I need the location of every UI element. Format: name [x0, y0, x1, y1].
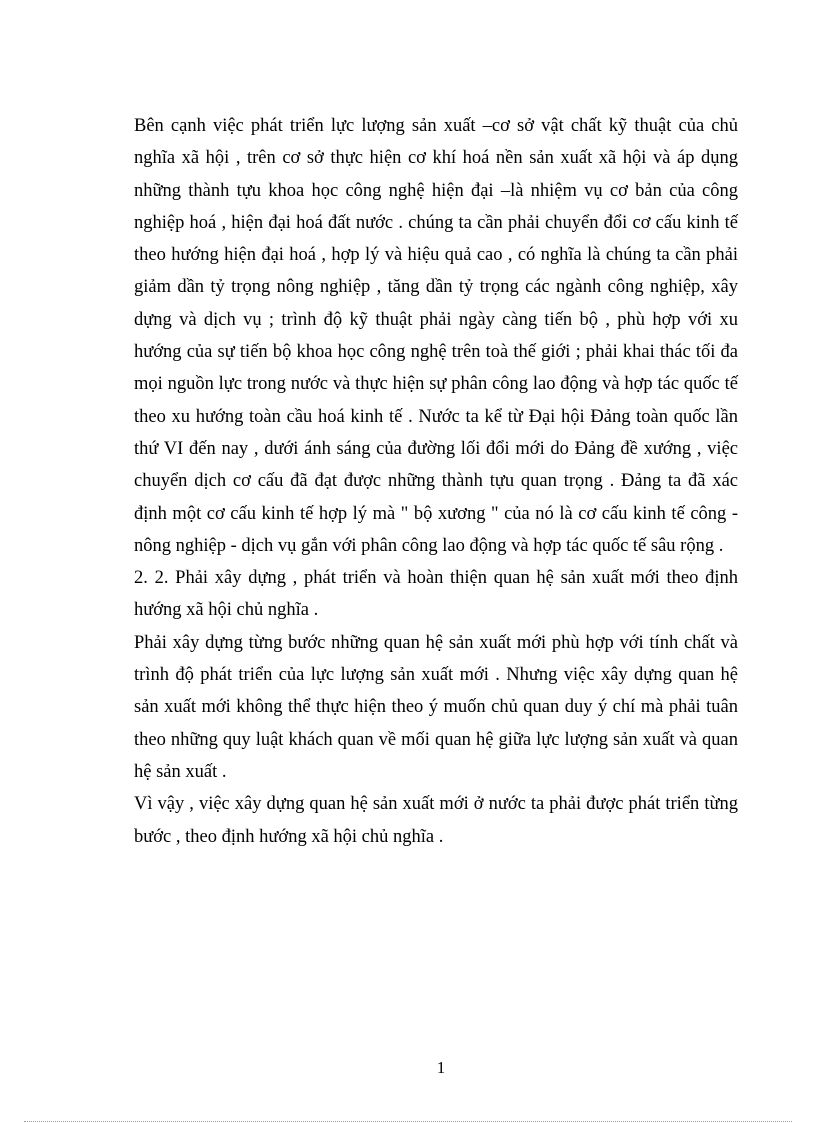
page-number: 1 — [436, 1058, 446, 1077]
paragraph-economic-structure: Bên cạnh việc phát triển lực lượng sản xuất –cơ sở vật chất kỹ thuật của chủ nghĩa xã hội , trên cơ sở thực hiện cơ khí hoá nền sản xuất xã hội và áp dụng những thành tựu khoa học công nghệ hiện đại –là nhiệm vụ cơ bản của công nghiệp hoá , hiện đại hoá đất nước . chúng ta cần phải chuyển đổi cơ cấu kinh tế theo hướng hiện đại hoá , hợp lý và hiệu quả cao , có nghĩa là chúng ta cần phải giảm dần tỷ trọng nông nghiệp , tăng dần tỷ trọng các ngành công nghiệp, xây dựng và dịch vụ ; trình độ kỹ thuật phải ngày càng tiến bộ , phù hợp với xu hướng của sự tiến bộ khoa học công nghệ trên toà thế giới ; phải khai thác tối đa mọi nguồn lực trong nước và thực hiện sự phân công lao động và hợp tác quốc tế theo xu hướng toàn cầu hoá kinh tế . Nước ta kể từ Đại hội Đảng toàn quốc lần thứ VI đến nay , dưới ánh sáng của đường lối đổi mới do Đảng đề xướng , việc chuyển dịch cơ cấu đã đạt được những thành tựu quan trọng . Đảng ta đã xác định một cơ cấu kinh tế hợp lý mà " bộ xương " của nó là cơ cấu kinh tế công - nông nghiệp - dịch vụ gắn với phân công lao động và hợp tác quốc tế sâu rộng . — [134, 116, 738, 556]
paragraph-production-relations: Phải xây dựng từng bước những quan hệ sản xuất mới phù hợp với tính chất và trình độ phát triển của lực lượng sản xuất mới . Nhưng việc xây dựng quan hệ sản xuất mới không thể thực hiện theo ý muốn chủ quan duy ý chí mà phải tuân theo những quy luật khách quan về mối quan hệ giữa lực lượng sản xuất và quan hệ sản xuất . — [134, 632, 738, 782]
footer-divider — [24, 1121, 792, 1122]
section-heading-2-2: 2. 2. Phải xây dựng , phát triển và hoàn thiện quan hệ sản xuất mới theo định hướng xã hội chủ nghĩa . — [134, 568, 738, 621]
body-text — [134, 110, 738, 853]
paragraph-conclusion: Vì vậy , việc xây dựng quan hệ sản xuất mới ở nước ta phải được phát triển từng bước , theo định hướng xã hội chủ nghĩa . — [134, 794, 738, 847]
